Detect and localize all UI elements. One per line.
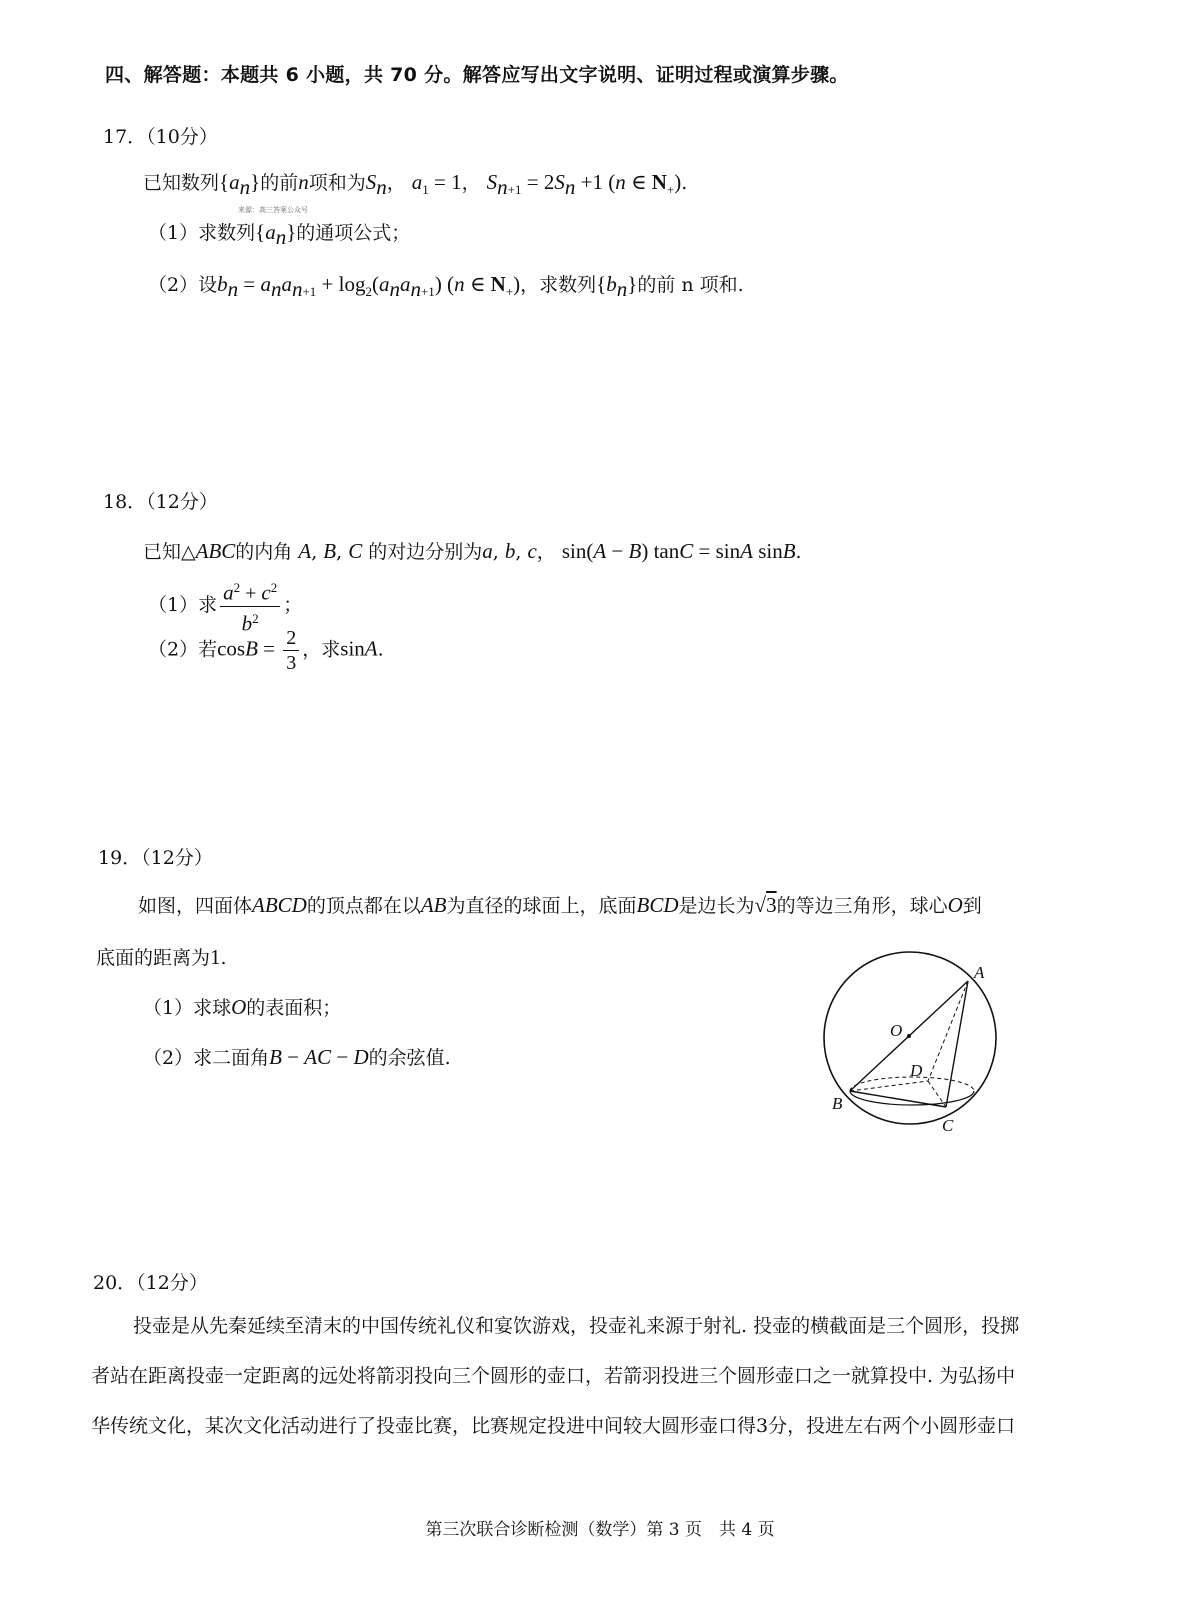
q18-header: 18．（12分） (103, 491, 218, 513)
sphere-outline (824, 952, 996, 1124)
q19-part1: （1）求球O的表面积； (143, 995, 342, 1019)
q20-line2: 者站在距离投壶一定距离的远处将箭羽投向三个圆形的壶口，若箭羽投进三个圆形壶口之一就算投中. 为弘扬中 (91, 1365, 1016, 1387)
q19-stem-line1: 如图，四面体ABCD的顶点都在以AB为直径的球面上，底面BCD是边长为√3的等边三角形，球心O到 (138, 893, 982, 917)
q20-header: 20．（12分） (93, 1272, 208, 1294)
section-title: 四、解答题：本题共 6 小题，共 70 分。解答应写出文字说明、证明过程或演算步骤。 (105, 64, 849, 86)
q18-stem: 已知△ABC的内角 A, B, C 的对边分别为a, b, c， sin(A − B) tanC = sinA sinB. (143, 539, 802, 563)
q19-header: 19．（12分） (98, 847, 213, 869)
watermark-text: 来源：高三答案公众号 (238, 206, 308, 214)
sphere-tetrahedron-figure (810, 945, 1010, 1140)
section-circle-front (850, 1091, 974, 1105)
edge-ac (946, 981, 968, 1107)
q18-part2: （2）若cosB = $\frac{2}{3}$ ，求sinA. (148, 627, 384, 674)
page-footer: 第三次联合诊断检测（数学）第 3 页 共 4 页 (425, 1520, 775, 1540)
label-o: O (890, 1021, 903, 1040)
q20-line3: 华传统文化，某次文化活动进行了投壶比赛，比赛规定投进中间较大圆形壶口得3分，投进左右两个小圆形壶口 (91, 1415, 1016, 1437)
q17-header: 17．（10分） (103, 126, 218, 148)
q17-part2: （2）设$b_n = a_na_{n+1} + \log_2(a_na_{n+1})$ (n ∈ $N_+$)，求数列$\{b_n\}$的前 n 项和. (148, 272, 744, 301)
q17-part1: （1）求数列$\{a_n\}$的通项公式； (148, 220, 411, 249)
label-b: B (832, 1094, 843, 1113)
label-a: A (974, 963, 985, 982)
q19-stem-line2: 底面的距离为1. (96, 945, 227, 969)
label-c: C (942, 1116, 954, 1135)
center-point-o (907, 1034, 911, 1038)
edge-ad (928, 981, 968, 1081)
q17-stem: 已知数列$\{a_n\}$的前n项和为$S_n$， $a_1 = 1$， $S_{n+1} = 2S_n +1$ (n ∈ $N_+$). (143, 170, 688, 199)
label-d: D (910, 1061, 923, 1080)
q20-line1: 投壶是从先秦延续至清末的中国传统礼仪和宴饮游戏，投壶礼来源于射礼. 投壶的横截面是三个圆形，投掷 (133, 1315, 1020, 1337)
q19-part2: （2）求二面角B − AC − D的余弦值. (143, 1045, 451, 1069)
q18-part1: （1）求 $\frac{a^2 + c^2}{b^2}$ ； (148, 576, 302, 636)
